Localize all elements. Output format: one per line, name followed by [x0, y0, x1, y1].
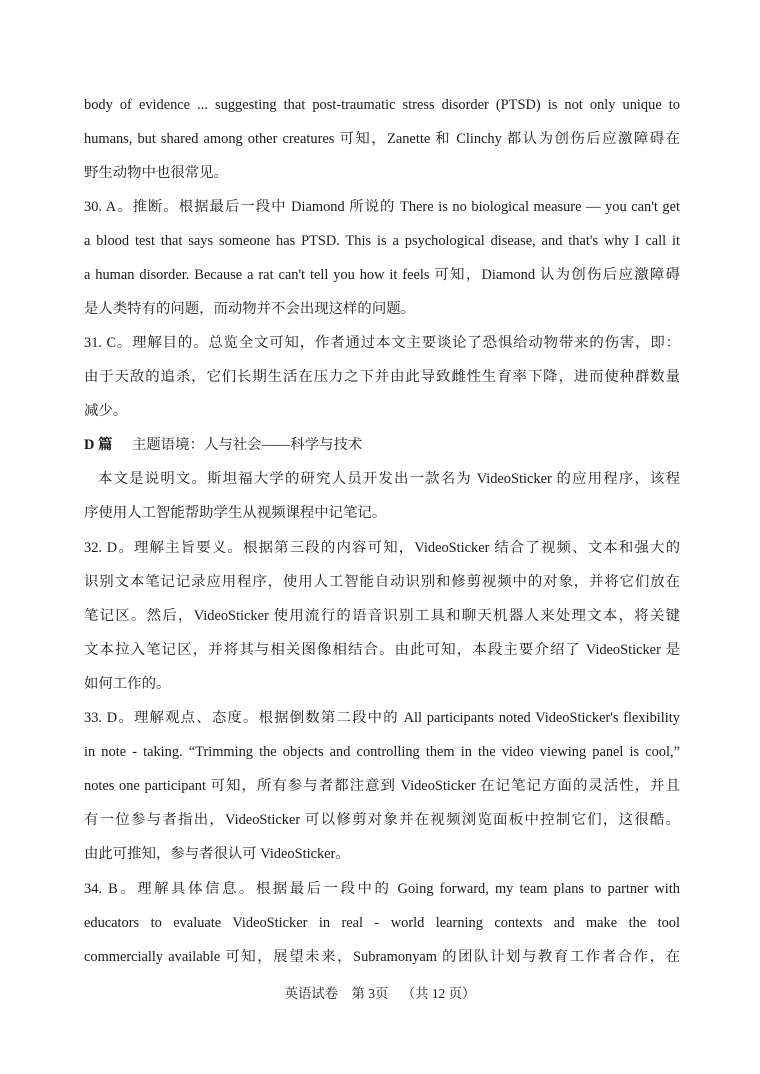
answer-34-line-3: commercially available 可知，展望未来，Subramonyam 的团队计划与教育工作者合作，在: [84, 949, 680, 965]
section-d-theme: 主题语境：人与社会——科学与技术: [132, 437, 363, 453]
footer-total-pages: （共 12 页）: [401, 986, 476, 1001]
section-d-intro-line-2: 序使用人工智能帮助学生从视频课程中记笔记。: [84, 505, 387, 521]
answer-32-line-4: 文本拉入笔记区，并将其与相关图像相结合。由此可知，本段主要介绍了 VideoSticker 是: [84, 642, 680, 658]
text-line-2: humans, but shared among other creatures 可知，Zanette 和 Clinchy 都认为创伤后应激障碍在: [84, 131, 680, 147]
section-d-intro-line-1: 本文是说明文。斯坦福大学的研究人员开发出一款名为 VideoSticker 的应用程序，该程: [98, 471, 680, 487]
answer-30-line-3: a human disorder. Because a rat can't tell you how it feels 可知，Diamond 认为创伤后应激障碍: [84, 267, 680, 283]
answer-32-line-2: 识别文本笔记记录应用程序，使用人工智能自动识别和修剪视频中的对象，并将它们放在: [84, 574, 680, 590]
footer-title: 英语试卷: [284, 986, 339, 1001]
answer-30-line-2: a blood test that says someone has PTSD. This is a psychological disease, and that's why I call it: [84, 233, 680, 249]
answer-32-line-5: 如何工作的。: [84, 676, 171, 692]
page-footer: [0, 985, 760, 1003]
answer-31-line-1: 31. C。理解目的。总览全文可知，作者通过本文主要谈论了恐惧给动物带来的伤害，即：: [84, 335, 680, 351]
answer-31-line-2: 由于天敌的追杀，它们长期生活在压力之下并由此导致雌性生育率下降，进而使种群数量: [84, 369, 680, 385]
text-line-3: 野生动物中也很常见。: [84, 165, 228, 181]
answer-30-line-4: 是人类特有的问题，而动物并不会出现这样的问题。: [84, 301, 415, 317]
text-line-1: body of evidence ... suggesting that post-traumatic stress disorder (PTSD) is not only unique to: [84, 97, 680, 113]
answer-33-line-3: notes one participant 可知，所有参与者都注意到 VideoSticker 在记笔记方面的灵活性，并且: [84, 778, 680, 794]
answer-32-line-1: 32. D。理解主旨要义。根据第三段的内容可知，VideoSticker 结合了视频、文本和强大的: [84, 540, 680, 556]
answer-33-line-4: 有一位参与者指出，VideoSticker 可以修剪对象并在视频浏览面板中控制它们，这很酷。: [84, 812, 680, 828]
answer-32-line-3: 笔记区。然后，VideoSticker 使用流行的语音识别工具和聊天机器人来处理文本，将关键: [84, 608, 680, 624]
answer-33-line-5: 由此可推知，参与者很认可 VideoSticker。: [84, 846, 350, 862]
section-d-heading: D 篇: [84, 437, 113, 453]
answer-34-line-2: educators to evaluate VideoSticker in real - world learning contexts and make the tool: [84, 915, 680, 931]
answer-30-line-1: 30. A。推断。根据最后一段中 Diamond 所说的 There is no biological measure — you can't get: [84, 199, 680, 215]
answer-34-line-1: 34. B。理解具体信息。根据最后一段中的 Going forward, my team plans to partner with: [84, 881, 680, 897]
answer-33-line-1: 33. D。理解观点、态度。根据倒数第二段中的 All participants noted VideoSticker's flexibility: [84, 710, 680, 726]
footer-page-number: 第 3页: [351, 986, 389, 1001]
answer-33-line-2: in note - taking. “Trimming the objects and controlling them in the video viewing panel is cool,”: [84, 744, 680, 760]
answer-31-line-3: 减少。: [84, 403, 128, 419]
